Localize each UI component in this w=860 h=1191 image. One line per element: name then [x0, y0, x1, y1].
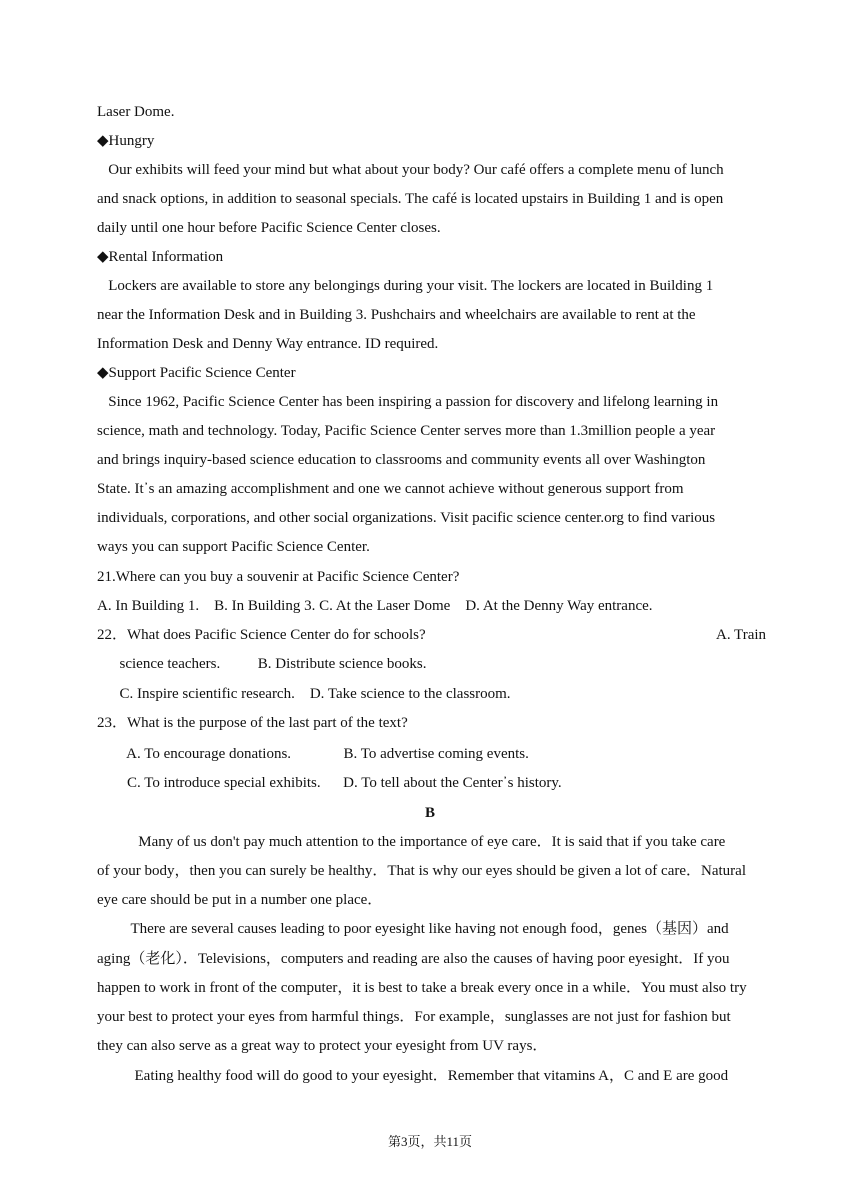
- section-heading-hungry: ◆Hungry: [97, 133, 155, 149]
- text-line: and snack options, in addition to seasonal specials. The café is located upstairs in Building 1 and is open: [97, 191, 724, 207]
- text-line: Our exhibits will feed your mind but what about your body? Our café offers a complete menu of lunch: [97, 162, 724, 178]
- question-22: 22．What does Pacific Science Center do for schools?: [97, 627, 426, 643]
- question-21: 21.Where can you buy a souvenir at Pacific Science Center?: [97, 569, 460, 585]
- question-21-options: A. In Building 1. B. In Building 3. C. At the Laser Dome D. At the Denny Way entrance.: [97, 598, 653, 614]
- text-line: Eating healthy food will do good to your eyesight．Remember that vitamins A，C and E are good: [97, 1068, 729, 1084]
- text-line: daily until one hour before Pacific Science Center closes.: [97, 220, 441, 236]
- text-line: happen to work in front of the computer，it is best to take a break every once in a while．You must also try: [97, 980, 747, 996]
- text-line: individuals, corporations, and other social organizations. Visit pacific science center.org to find various: [97, 510, 716, 526]
- text-line: ways you can support Pacific Science Center.: [97, 539, 370, 555]
- question-22-option-a: A. Train: [716, 627, 767, 643]
- text-line: There are several causes leading to poor eyesight like having not enough food，genes（基因）and: [97, 921, 729, 937]
- text-line: Lockers are available to store any belongings during your visit. The lockers are located in Building 1: [97, 278, 714, 294]
- text-line: Many of us don't pay much attention to the importance of eye care．It is said that if you take care: [97, 834, 726, 850]
- section-heading-rental: ◆Rental Information: [97, 249, 224, 265]
- question-22-options-ab: science teachers. B. Distribute science books.: [97, 656, 427, 672]
- text-line: of your body，then you can surely be healthy．That is why our eyes should be given a lot of care．Natural: [97, 863, 746, 879]
- text-line: and brings inquiry-based science education to classrooms and community events all over Washington: [97, 452, 706, 468]
- text-line: science, math and technology. Today, Pacific Science Center serves more than 1.3million people a year: [97, 423, 716, 439]
- text-line: Information Desk and Denny Way entrance. ID required.: [97, 336, 439, 352]
- question-23-options-cd: C. To introduce special exhibits. D. To tell about the Center᾿s history.: [97, 775, 562, 791]
- text-line: State. It᾿s an amazing accomplishment and one we cannot achieve without generous support from: [97, 481, 684, 497]
- section-heading-support: ◆Support Pacific Science Center: [97, 365, 296, 381]
- question-22-options-cd: C. Inspire scientific research. D. Take science to the classroom.: [97, 686, 511, 702]
- text-line: Laser Dome.: [97, 104, 175, 120]
- question-23: 23．What is the purpose of the last part of the text?: [97, 715, 408, 731]
- text-line: near the Information Desk and in Building 3. Pushchairs and wheelchairs are available to rent at the: [97, 307, 696, 323]
- text-line: your best to protect your eyes from harmful things．For example，sunglasses are not just for fashion but: [97, 1009, 731, 1025]
- question-23-options-ab: A. To encourage donations. B. To advertise coming events.: [97, 746, 529, 762]
- text-line: eye care should be put in a number one place．: [97, 892, 383, 908]
- text-line: aging（老化）．Televisions，computers and reading are also the causes of having poor eyesight．If you: [97, 951, 730, 967]
- text-line: Since 1962, Pacific Science Center has been inspiring a passion for discovery and lifelong learning in: [97, 394, 719, 410]
- section-b-title: B: [424, 805, 435, 821]
- text-line: they can also serve as a great way to protect your eyesight from UV rays．: [97, 1038, 548, 1054]
- page-footer: 第3页，共11页: [387, 1134, 473, 1149]
